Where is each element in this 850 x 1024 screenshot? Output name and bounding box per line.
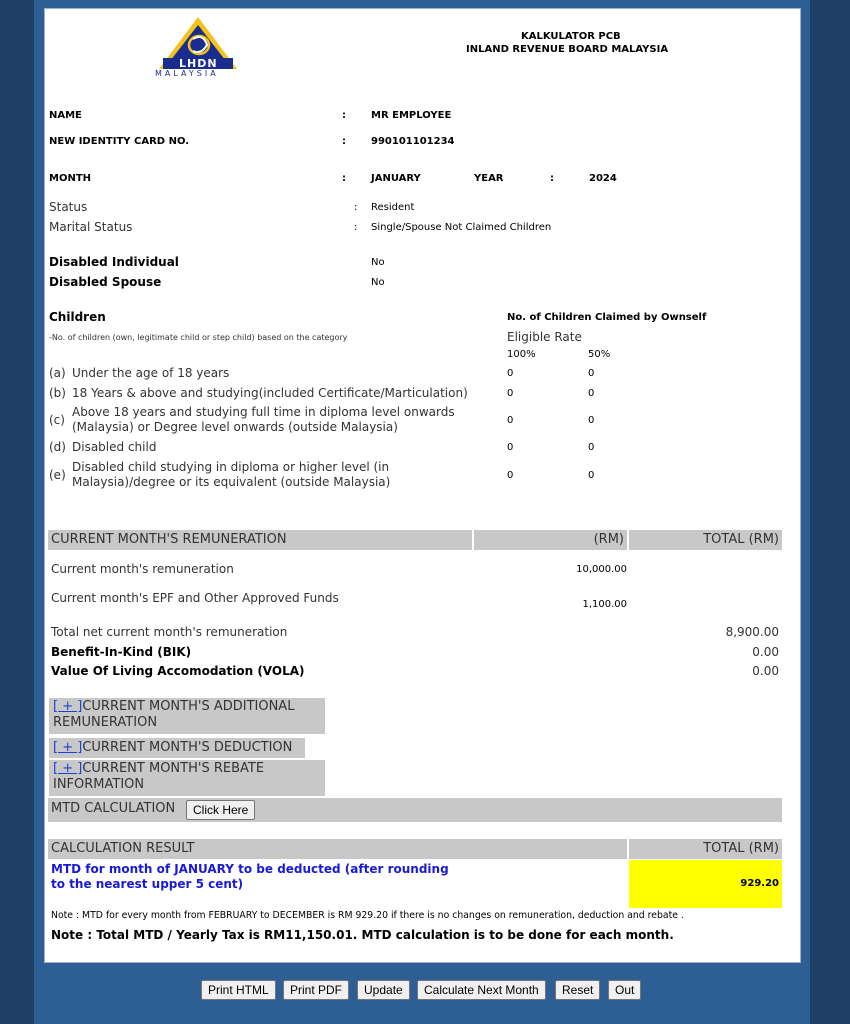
logo-text: LHDN xyxy=(179,57,218,70)
calculator-panel xyxy=(44,8,801,963)
remuneration-rm-header: (RM) xyxy=(474,530,627,550)
lhdn-logo xyxy=(153,15,243,79)
name-value: MR EMPLOYEE xyxy=(371,110,452,121)
out-button[interactable]: Out xyxy=(608,980,641,1000)
epf-label: Current month's EPF and Other Approved Funds xyxy=(51,591,339,605)
ic-colon: : xyxy=(342,136,346,147)
ic-value: 990101101234 xyxy=(371,136,455,147)
month-label: MONTH xyxy=(49,173,92,184)
calculation-result-header: CALCULATION RESULT xyxy=(48,839,627,859)
name-colon: : xyxy=(342,110,346,121)
page-subtitle: INLAND REVENUE BOARD MALAYSIA xyxy=(466,44,669,55)
update-button[interactable]: Update xyxy=(357,980,410,1000)
mtd-calculation-bar xyxy=(48,798,782,822)
mtd-value-box xyxy=(629,860,782,908)
child-row-b-text: 18 Years & above and studying(included Certificate/Marticulation) xyxy=(72,386,468,400)
child-row-b-100: 0 xyxy=(507,388,514,399)
disabled-individual-label: Disabled Individual xyxy=(49,255,179,269)
rebate-label: CURRENT MONTH'S REBATE INFORMATION xyxy=(53,761,265,792)
disabled-spouse-label: Disabled Spouse xyxy=(49,275,162,289)
expand-additional-toggle[interactable]: [ + ] xyxy=(53,699,83,714)
rate-100-label: 100% xyxy=(507,349,536,360)
mtd-value: 929.20 xyxy=(740,878,779,889)
child-row-e-text: Disabled child studying in diploma or higher level (in Malaysia)/degree or its equivalent (outside Malaysia) xyxy=(72,460,391,489)
print-pdf-button[interactable]: Print PDF xyxy=(283,980,349,1000)
net-remuneration-label: Total net current month's remuneration xyxy=(51,625,288,639)
child-row-b-tag: (b) xyxy=(49,386,66,400)
epf-value: 1,100.00 xyxy=(582,599,627,610)
marital-status-label: Marital Status xyxy=(49,220,133,234)
child-row-c-tag: (c) xyxy=(49,413,65,427)
month-value: JANUARY xyxy=(371,173,421,184)
deduction-section[interactable] xyxy=(49,738,305,758)
expand-rebate-toggle[interactable]: [ + ] xyxy=(53,761,83,776)
child-row-b-50: 0 xyxy=(588,388,595,399)
child-row-e-50: 0 xyxy=(588,470,595,481)
print-html-button[interactable]: Print HTML xyxy=(201,980,276,1000)
child-row-e-100: 0 xyxy=(507,470,514,481)
vola-label: Value Of Living Accomodation (VOLA) xyxy=(51,664,305,678)
child-row-d-50: 0 xyxy=(588,442,595,453)
mtd-calculation-label: MTD CALCULATION xyxy=(51,801,176,816)
month-colon: : xyxy=(342,173,346,184)
marital-colon: : xyxy=(354,222,358,233)
child-row-e-tag: (e) xyxy=(49,468,66,482)
child-row-a-100: 0 xyxy=(507,368,514,379)
rate-50-label: 50% xyxy=(588,349,611,360)
child-row-d-tag: (d) xyxy=(49,440,66,454)
page-title: KALKULATOR PCB xyxy=(521,31,621,42)
click-here-button[interactable]: Click Here xyxy=(186,800,255,820)
note-yearly: Note : Total MTD / Yearly Tax is RM11,150.01. MTD calculation is to be done for each month. xyxy=(51,928,674,942)
deduction-label: CURRENT MONTH'S DEDUCTION xyxy=(82,740,293,755)
reset-button[interactable]: Reset xyxy=(555,980,600,1000)
current-remuneration-label: Current month's remuneration xyxy=(51,562,234,576)
child-row-d-text: Disabled child xyxy=(72,440,157,454)
remuneration-total-header: TOTAL (RM) xyxy=(629,530,782,550)
expand-deduction-toggle[interactable]: [ + ] xyxy=(53,740,83,755)
year-value: 2024 xyxy=(589,173,617,184)
ic-label: NEW IDENTITY CARD NO. xyxy=(49,136,190,147)
child-row-c-text: Above 18 years and studying full time in diploma level onwards (Malaysia) or Degree level onwards (outside Malaysia) xyxy=(72,405,455,434)
year-label: YEAR xyxy=(474,173,504,184)
status-value: Resident xyxy=(371,202,415,213)
child-row-a-tag: (a) xyxy=(49,366,66,380)
child-row-d-100: 0 xyxy=(507,442,514,453)
bik-value: 0.00 xyxy=(752,645,779,659)
bik-label: Benefit-In-Kind (BIK) xyxy=(51,645,192,659)
status-colon: : xyxy=(354,202,358,213)
children-note: -No. of children (own, legitimate child or step child) based on the category xyxy=(49,333,348,342)
eligible-rate-label: Eligible Rate xyxy=(507,330,582,344)
children-claimed-title: No. of Children Claimed by Ownself xyxy=(507,312,707,323)
calculation-result-total-header: TOTAL (RM) xyxy=(629,839,782,859)
current-remuneration-value: 10,000.00 xyxy=(576,564,627,575)
year-colon: : xyxy=(550,173,554,184)
child-row-a-50: 0 xyxy=(588,368,595,379)
name-label: NAME xyxy=(49,110,82,121)
net-remuneration-value: 8,900.00 xyxy=(725,625,779,639)
note-monthly: Note : MTD for every month from FEBRUARY to DECEMBER is RM 929.20 if there is no changes on remuneration, deduction and rebate . xyxy=(51,910,684,921)
status-label: Status xyxy=(49,200,88,214)
remuneration-header: CURRENT MONTH'S REMUNERATION xyxy=(48,530,472,550)
vola-value: 0.00 xyxy=(752,664,779,678)
calculate-next-month-button[interactable]: Calculate Next Month xyxy=(417,980,546,1000)
logo-subtext: MALAYSIA xyxy=(155,69,219,78)
disabled-spouse-value: No xyxy=(371,277,385,288)
child-row-c-50: 0 xyxy=(588,415,595,426)
marital-status-value: Single/Spouse Not Claimed Children xyxy=(371,222,552,233)
mtd-month-text: MTD for month of JANUARY to be deducted (after rounding to the nearest upper 5 cent) xyxy=(51,862,449,891)
additional-remuneration-section[interactable] xyxy=(49,698,325,734)
child-row-c-100: 0 xyxy=(507,415,514,426)
disabled-individual-value: No xyxy=(371,257,385,268)
additional-remuneration-label: CURRENT MONTH'S ADDITIONAL REMUNERATION xyxy=(53,699,295,730)
children-title: Children xyxy=(49,310,106,324)
child-row-a-text: Under the age of 18 years xyxy=(72,366,230,380)
rebate-section[interactable] xyxy=(49,760,325,796)
